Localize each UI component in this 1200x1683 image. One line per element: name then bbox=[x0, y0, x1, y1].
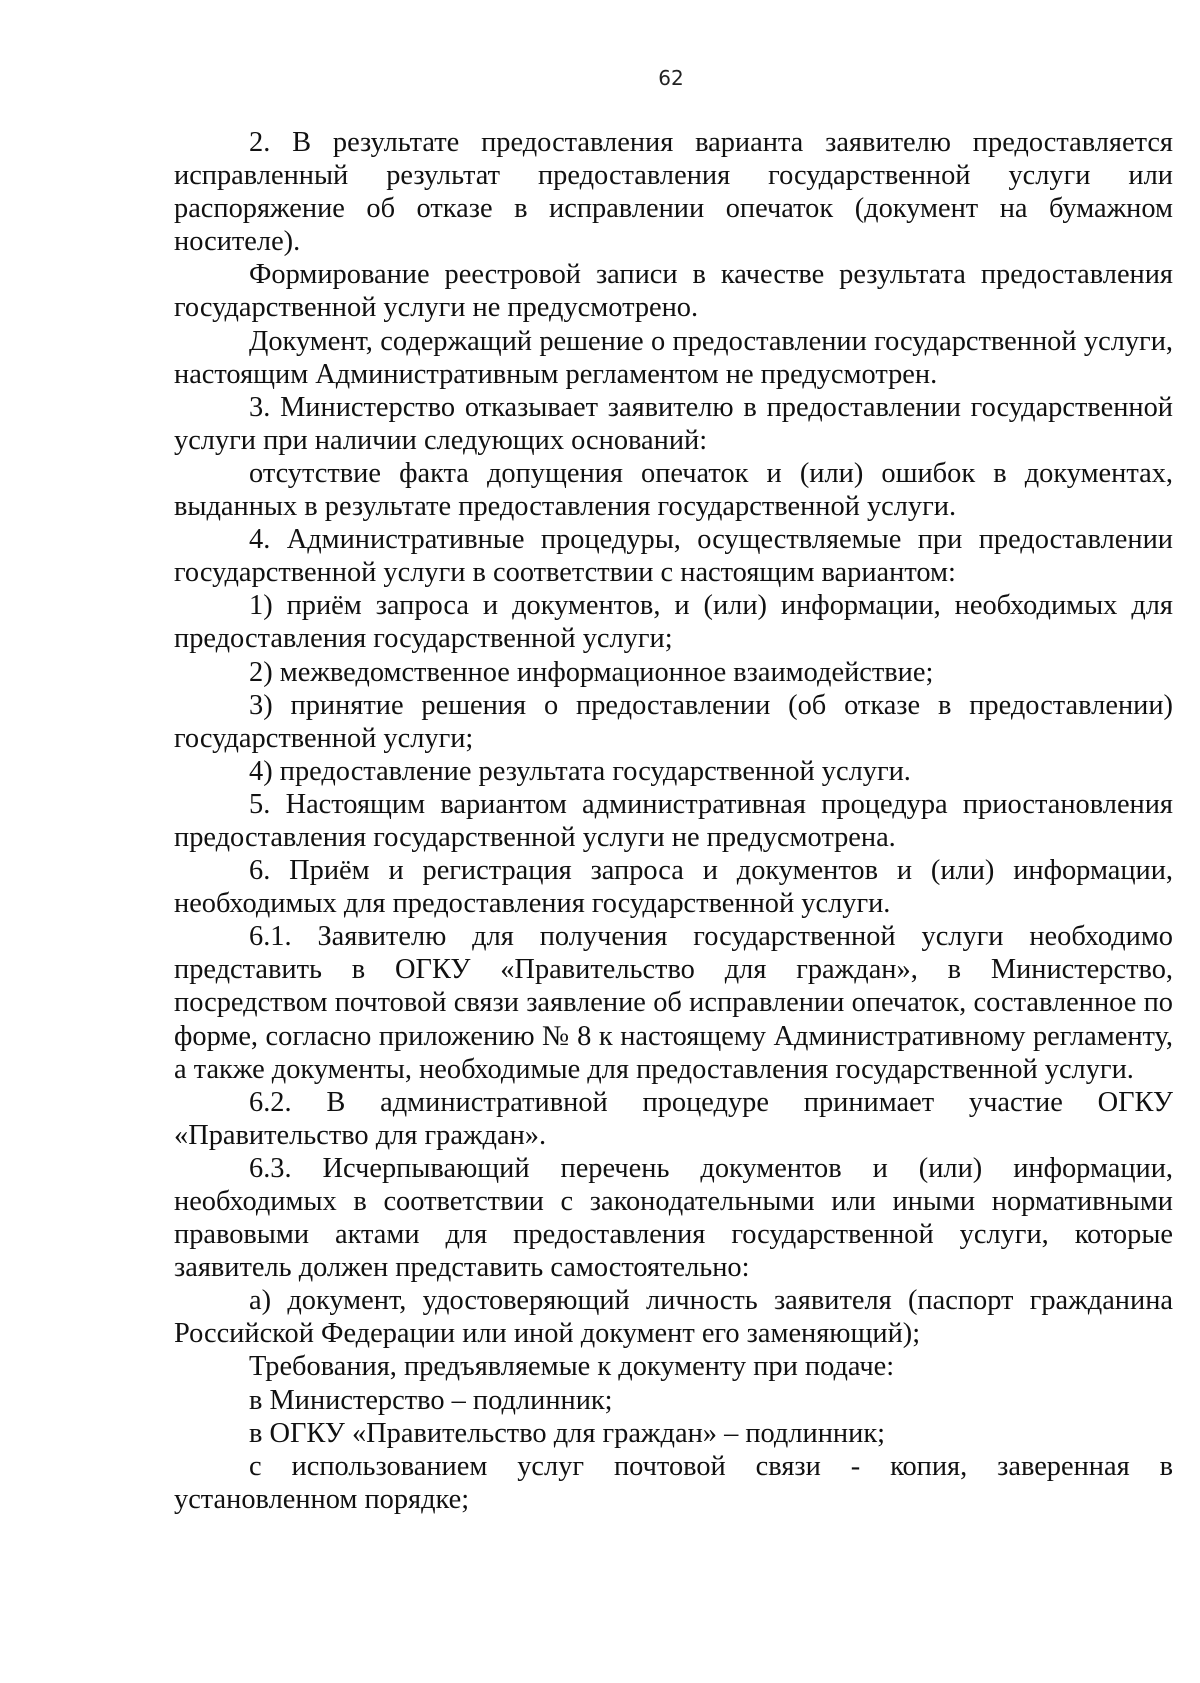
paragraph-admin-procedures: 4. Административные процедуры, осуществляемые при предоставлении государственной услуги в соответствии с настоящим вариантом: bbox=[174, 524, 1173, 589]
list-item-procedure-1: 1) приём запроса и документов, и (или) информации, необходимых для предоставления государственной услуги; bbox=[174, 590, 1173, 655]
list-item-procedure-2: 2) межведомственное информационное взаимодействие; bbox=[249, 656, 934, 688]
paragraph-registry-record: Формирование реестровой записи в качестве результата предоставления государственной услуги не предусмотрено. bbox=[174, 259, 1173, 324]
paragraph-result-provision: 2. В результате предоставления варианта заявителю предоставляется исправленный результат предоставления государственной услуги или распоряжение об отказе в исправлении опечаток (документ на бумажном носителе). bbox=[174, 127, 1173, 258]
paragraph-decision-document: Документ, содержащий решение о предоставлении государственной услуги, настоящим Административным регламентом не предусмотрен. bbox=[174, 325, 1173, 390]
document-body bbox=[174, 126, 1173, 1516]
requirement-postal: с использованием услуг почтовой связи - копия, заверенная в установленном порядке; bbox=[174, 1450, 1173, 1515]
requirement-ogku: в ОГКУ «Правительство для граждан» – подлинник; bbox=[249, 1417, 886, 1449]
list-item-identity-document: а) документ, удостоверяющий личность заявителя (паспорт гражданина Российской Федерации или иной документ его заменяющий); bbox=[174, 1285, 1173, 1350]
paragraph-6-1: 6.1. Заявителю для получения государственной услуги необходимо представить в ОГКУ «Правительство для граждан», в Министерство, посредством почтовой связи заявление об исправлении опечаток, составленное по форме, согласно приложению № 8 к настоящему Административному регламенту, а также документы, необходимые для предоставления государственной услуги. bbox=[174, 921, 1173, 1085]
paragraph-6-2: 6.2. В административной процедуре принимает участие ОГКУ «Правительство для граждан». bbox=[174, 1086, 1173, 1151]
list-item-procedure-4: 4) предоставление результата государственной услуги. bbox=[249, 755, 911, 787]
requirement-ministry: в Министерство – подлинник; bbox=[249, 1384, 613, 1416]
paragraph-submission-requirements: Требования, предъявляемые к документу при подаче: bbox=[249, 1351, 895, 1383]
paragraph-refusal-grounds: 3. Министерство отказывает заявителю в предоставлении государственной услуги при наличии следующих оснований: bbox=[174, 391, 1173, 456]
paragraph-suspension: 5. Настоящим вариантом административная процедура приостановления предоставления государственной услуги не предусмотрена. bbox=[174, 788, 1173, 853]
page-number: 62 bbox=[658, 66, 684, 90]
paragraph-6-3: 6.3. Исчерпывающий перечень документов и (или) информации, необходимых в соответствии с законодательными или иными нормативными правовыми актами для предоставления государственной услуги, которые заявитель должен представить самостоятельно: bbox=[174, 1152, 1173, 1284]
paragraph-reception-registration: 6. Приём и регистрация запроса и документов и (или) информации, необходимых для предоставления государственной услуги. bbox=[174, 855, 1173, 920]
paragraph-refusal-reason: отсутствие факта допущения опечаток и (или) ошибок в документах, выданных в результате предоставления государственной услуги. bbox=[174, 457, 1173, 523]
list-item-procedure-3: 3) принятие решения о предоставлении (об отказе в предоставлении) государственной услуги; bbox=[174, 689, 1173, 754]
